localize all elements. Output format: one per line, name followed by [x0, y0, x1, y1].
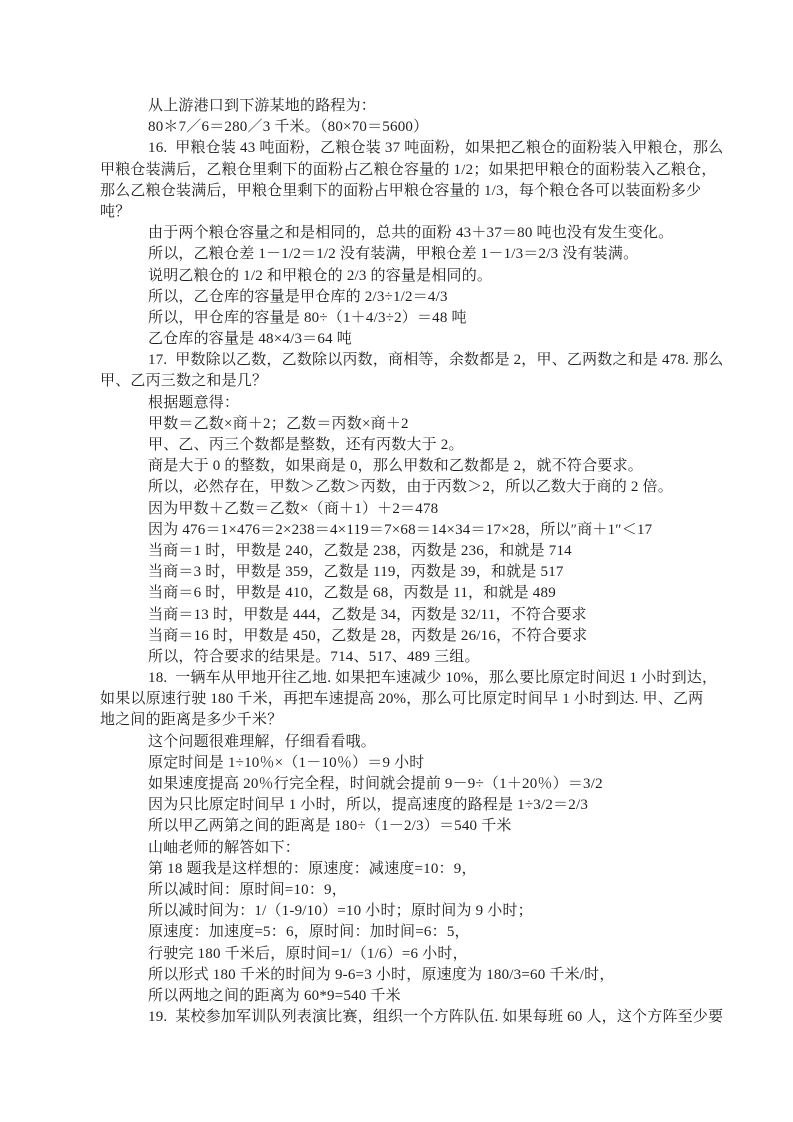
- text-line: 因为只比原定时间早 1 小时，所以，提高速度的路程是 1÷3/2＝2/3: [148, 797, 589, 814]
- text-line: 当商＝1 时，甲数是 240，乙数是 238，丙数是 236，和就是 714: [148, 542, 572, 559]
- text-line: 16. 甲粮仓装 43 吨面粉，乙粮仓装 37 吨面粉，如果把乙粮仓的面粉装入甲粮仓，那么: [148, 140, 724, 157]
- text-line: 19. 某校参加军训队列表演比赛，组织一个方阵队伍. 如果每班 60 人，这个方阵至少要: [148, 1009, 724, 1026]
- document-body: [100, 96, 724, 1028]
- text-line: 因为甲数＋乙数＝乙数×（商＋1）＋2＝478: [148, 500, 439, 517]
- text-line: 所以，必然存在，甲数＞乙数＞丙数，由于丙数＞2，所以乙数大于商的 2 倍。: [148, 479, 673, 496]
- text-line: 甲、乙丙三数之和是几？: [100, 373, 268, 390]
- text-line: 那么乙粮仓装满后，甲粮仓里剩下的面粉占甲粮仓容量的 1/3，每个粮仓各可以装面粉多少: [100, 182, 702, 199]
- text-line: 18. 一辆车从甲地开往乙地. 如果把车速减少 10%，那么要比原定时间迟 1 小时到达，: [148, 670, 718, 687]
- text-line: 17. 甲数除以乙数，乙数除以丙数，商相等，余数都是 2，甲、乙两数之和是 478. 那么: [148, 352, 724, 369]
- text-line: 当商＝6 时，甲数是 410，乙数是 68，丙数是 11，和就是 489: [148, 585, 556, 602]
- text-line: 说明乙粮仓的 1/2 和甲粮仓的 2/3 的容量是相同的。: [148, 267, 493, 284]
- text-line: 行驶完 180 千米后，原时间=1/（1/6）=6 小时，: [148, 945, 468, 962]
- text-line: 山岫老师的解答如下：: [148, 839, 301, 856]
- text-line: 80＊7／6＝280／3 千米。（80×70＝5600）: [148, 119, 429, 136]
- text-line: 原定时间是 1÷10％×（1－10％）＝9 小时: [148, 754, 425, 771]
- text-line: 从上游港口到下游某地的路程为：: [148, 98, 377, 114]
- text-line: 因为 476＝1×476＝2×238＝4×119＝7×68＝14×34＝17×28，所以″商＋1″＜17: [148, 521, 653, 538]
- text-line: 所以，符合要求的结果是。714、517、489 三组。: [148, 648, 480, 665]
- text-line: 所以减时间为：1/（1-9/10）=10 小时；原时间为 9 小时；: [148, 903, 533, 920]
- text-line: 所以两地之间的距离为 60*9=540 千米: [148, 987, 401, 1004]
- text-line: 所以，甲仓库的容量是 80÷（1＋4/3÷2）＝48 吨: [148, 309, 467, 326]
- text-line: 甲粮仓装满后，乙粮仓里剩下的面粉占乙粮仓容量的 1/2；如果把甲粮仓的面粉装入乙粮仓，: [100, 161, 717, 178]
- text-line: 第 18 题我是这样想的：原速度：减速度=10：9，: [148, 860, 477, 877]
- text-line: 这个问题很难理解，仔细看看哦。: [148, 733, 377, 750]
- text-line: 如果速度提高 20％行完全程，时间就会提前 9－9÷（1＋20％）＝3/2: [148, 776, 603, 792]
- text-line: 所以减时间：原时间=10：9，: [148, 881, 347, 898]
- text-line: 吨？: [100, 203, 131, 220]
- text-line: 由于两个粮仓容量之和是相同的，总共的面粉 43＋37＝80 吨也没有发生变化。: [148, 225, 674, 242]
- text-line: 所以甲乙两第之间的距离是 180÷（1－2/3）＝540 千米: [148, 818, 512, 835]
- text-line: 所以，乙仓库的容量是甲仓库的 2/3÷1/2＝4/3: [148, 288, 448, 305]
- text-line: 甲数＝乙数×商＋2；乙数＝丙数×商＋2: [148, 415, 409, 432]
- text-line: 根据题意得：: [148, 394, 240, 411]
- text-line: 甲、乙、丙三个数都是整数，还有丙数大于 2。: [148, 437, 464, 453]
- text-line: 当商＝13 时，甲数是 444，乙数是 34，丙数是 32/11，不符合要求: [148, 606, 587, 623]
- text-line: 商是大于 0 的整数，如果商是 0，那么甲数和乙数都是 2，就不符合要求。: [148, 458, 643, 475]
- text-line: 当商＝3 时，甲数是 359，乙数是 119，丙数是 39，和就是 517: [148, 564, 564, 581]
- text-line: 地之间的距离是多少千米？: [100, 712, 283, 729]
- text-line: 所以，乙粮仓差 1－1/2＝1/2 没有装满，甲粮仓差 1－1/3＝2/3 没有装满。: [148, 246, 639, 263]
- text-line: 所以形式 180 千米的时间为 9-6=3 小时，原速度为 180/3=60 千米/时，: [148, 966, 615, 983]
- text-line: 如果以原速行驶 180 千米，再把车速提高 20%，那么可比原定时间早 1 小时到达. 甲、乙两: [100, 691, 704, 708]
- text-line: 当商＝16 时，甲数是 450，乙数是 28，丙数是 26/16，不符合要求: [148, 627, 588, 644]
- text-line: 原速度：加速度=5：6，原时间：加时间=6：5，: [148, 924, 470, 941]
- text-line: 乙仓库的容量是 48×4/3＝64 吨: [148, 331, 352, 348]
